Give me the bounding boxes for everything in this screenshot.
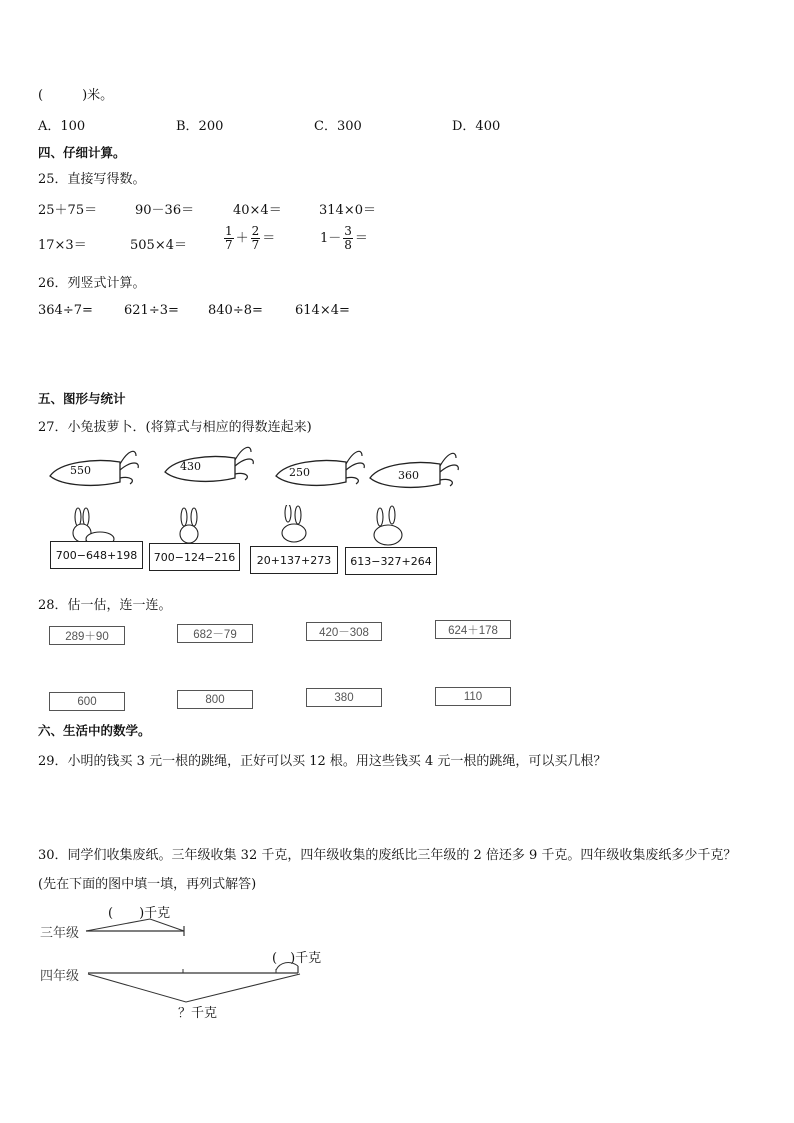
- q24-option-d: D．400: [452, 119, 501, 134]
- section4-title: 四、仔细计算。: [38, 145, 126, 160]
- q28-title: 28．估一估，连一连。: [38, 598, 172, 613]
- q29-text: 29．小明的钱买 3 元一根的跳绳，正好可以买 12 根。用这些钱买 4 元一根的跳绳，可以买几根？: [38, 754, 607, 769]
- q24-option-a: A．100: [38, 119, 86, 134]
- rabbit-sign-4: 613−327+264: [345, 547, 437, 575]
- grade4-label: 四年级: [40, 969, 80, 984]
- q27-title: 27．小兔拔萝卜．(将算式与相应的得数连起来): [38, 420, 312, 435]
- q25-r2-a: 17×3＝: [38, 238, 87, 253]
- carrot-icon: [165, 447, 253, 481]
- rabbit-sign-2: 700−124−216: [149, 543, 240, 571]
- q25-r1-c: 40×4＝: [233, 203, 282, 218]
- estimate-top-3: 420－308: [306, 622, 382, 641]
- rabbit-icon: [180, 508, 198, 543]
- grade3-label: 三年级: [40, 926, 80, 941]
- q30-note: (先在下面的图中填一填，再列式解答): [38, 877, 257, 892]
- carrot-icon: [50, 451, 138, 485]
- q26-item-1: 364÷7=: [38, 303, 93, 318]
- q26-title: 26．列竖式计算。: [38, 276, 146, 291]
- rabbit-icon: [282, 505, 306, 542]
- carrot-label-2: 430: [180, 460, 201, 473]
- estimate-bottom-2: 800: [177, 690, 253, 709]
- q26-item-3: 840÷8=: [208, 303, 263, 318]
- section6-title: 六、生活中的数学。: [38, 723, 151, 738]
- q24-option-b: B．200: [176, 119, 224, 134]
- section5-title: 五、图形与统计: [38, 391, 126, 406]
- estimate-bottom-3: 380: [306, 688, 382, 707]
- estimate-bottom-1: 600: [49, 692, 125, 711]
- estimate-top-1: 289＋90: [49, 626, 125, 645]
- question-kg: ？千克: [178, 1006, 218, 1021]
- rabbit-sign-1: 700−648+198: [50, 541, 143, 569]
- estimate-top-4: 624＋178: [435, 620, 511, 639]
- estimate-bottom-4: 110: [435, 687, 511, 706]
- q26-item-4: 614×4=: [295, 303, 350, 318]
- estimate-top-2: 682－79: [177, 624, 253, 643]
- q25-r1-b: 90－36＝: [135, 203, 195, 218]
- blank-kg-right: ( )千克: [272, 951, 322, 966]
- q30-text: 30．同学们收集废纸。三年级收集 32 千克，四年级收集的废纸比三年级的 2 倍还多 9 千克。四年级收集废纸多少千克？: [38, 848, 737, 863]
- q25-r1-d: 314×0＝: [319, 203, 376, 218]
- rabbit-sign-3: 20+137+273: [250, 546, 338, 574]
- q24-option-c: C．300: [314, 119, 362, 134]
- q25-r1-a: 25＋75＝: [38, 203, 98, 218]
- q26-item-2: 621÷3=: [124, 303, 179, 318]
- q24-tail: ( )米。: [38, 88, 114, 103]
- rabbit-icon: [374, 506, 402, 545]
- q25-fraction-sum: $\frac{1}{7}$ ＋ $\frac{2}{7}$ ＝: [225, 224, 276, 252]
- carrot-label-3: 250: [289, 466, 310, 479]
- q25-fraction-diff: 1－ $\frac{3}{8}$ ＝: [320, 224, 368, 252]
- carrot-label-1: 550: [70, 464, 91, 477]
- carrot-label-4: 360: [398, 469, 419, 482]
- q25-r2-b: 505×4＝: [130, 238, 187, 253]
- blank-kg-top: ( )千克: [108, 906, 171, 921]
- q25-title: 25．直接写得数。: [38, 172, 146, 187]
